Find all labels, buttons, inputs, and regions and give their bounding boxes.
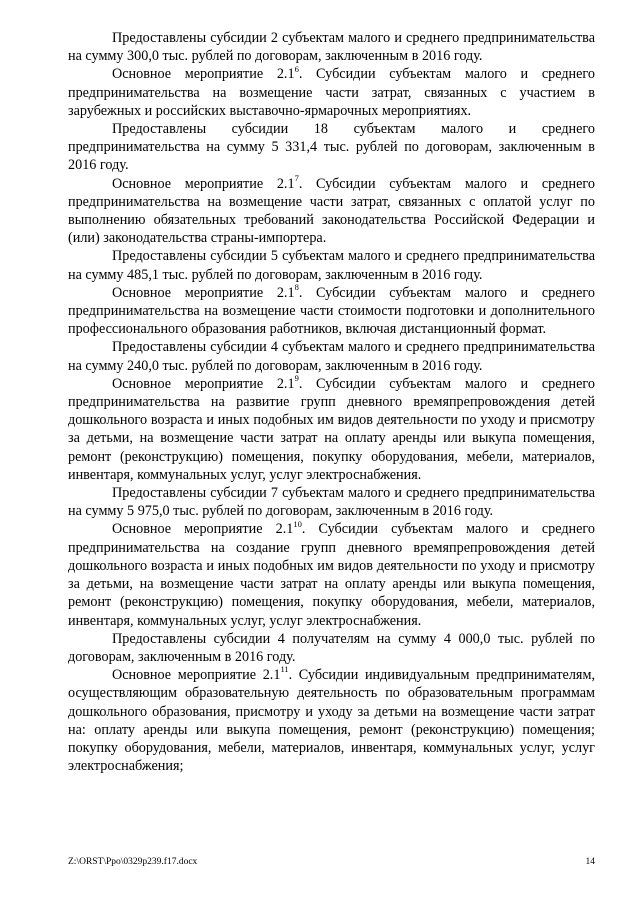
paragraph-subsidy-result-4-recipients: Предоставлены субсидии 4 получателям на сумму 4 000,0 тыс. рублей по договорам, заключенным в 2016 году.	[68, 630, 595, 665]
measure-heading: Основное мероприятие 2.1	[112, 375, 295, 392]
paragraph-measure-2-1-9	[68, 375, 595, 484]
measure-description: . Субсидии субъектам малого и среднего предпринимательства на создание групп дневного времяпрепровождения детей дошкольного возраста и иных подобных им видов деятельности по уходу и присмотру за детьми, на возмещение части затрат на оплату аренды или выкупа помещения, ремонт (реконструкцию) помещения, покупку оборудования, мебели, материалов, инвентаря, коммунальных услуг, услуг электроснабжения.	[68, 521, 595, 629]
measure-description: . Субсидии субъектам малого и среднего предпринимательства на возмещение части стоимости подготовки и дополнительного профессионального образования работников, включая дистанционный формат.	[68, 284, 595, 338]
paragraph-subsidy-result-2: Предоставлены субсидии 2 субъектам малого и среднего предпринимательства на сумму 300,0 тыс. рублей по договорам, заключенным в 2016 году.	[68, 30, 595, 65]
measure-description: . Субсидии субъектам малого и среднего предпринимательства на возмещение части затрат, связанных с участием в зарубежных и российских выставочно-ярмарочных мероприятиях.	[68, 66, 595, 119]
paragraph-measure-2-1-10	[68, 520, 595, 629]
page-footer	[68, 856, 595, 870]
page-number: 14	[585, 857, 595, 867]
paragraph-subsidy-result-5: Предоставлены субсидии 5 субъектам малого и среднего предпринимательства на сумму 485,1 тыс. рублей по договорам, заключенным в 2016 году.	[68, 248, 595, 283]
footnote-mark: 10	[293, 518, 302, 529]
footnote-mark: 9	[294, 373, 299, 384]
paragraph-subsidy-result-7: Предоставлены субсидии 7 субъектам малого и среднего предпринимательства на сумму 5 975,0 тыс. рублей по договорам, заключенным в 2016 году.	[68, 485, 595, 520]
measure-heading: Основное мероприятие 2.1	[112, 521, 294, 538]
measure-description: . Субсидии субъектам малого и среднего предпринимательства на возмещение части затрат, связанных с оплатой услуг по выполнению обязательных требований законодательства Российской Федерации и (или) законодательства страны-импортера.	[68, 175, 595, 247]
footer-file-path: Z:\ORST\Ppo\0329p239.f17.docx	[68, 857, 198, 867]
paragraph-subsidy-result-4: Предоставлены субсидии 4 субъектам малого и среднего предпринимательства на сумму 240,0 тыс. рублей по договорам, заключенным в 2016 году.	[68, 339, 595, 374]
footnote-mark: 8	[294, 282, 299, 293]
footnote-mark: 7	[294, 172, 299, 183]
paragraph-measure-2-1-7	[68, 172, 595, 248]
measure-heading: Основное мероприятие 2.1	[112, 667, 281, 684]
paragraph-subsidy-result-18: Предоставлены субсидии 18 субъектам малого и среднего предпринимательства на сумму 5 331,4 тыс. рублей по договорам, заключенным в 2016 году.	[68, 121, 595, 174]
footnote-mark: 11	[280, 664, 289, 675]
footnote-mark: 6	[294, 63, 299, 74]
paragraph-measure-2-1-11	[68, 666, 595, 775]
paragraph-measure-2-1-6	[68, 65, 595, 120]
paragraph-measure-2-1-8	[68, 284, 595, 339]
measure-description: . Субсидии индивидуальным предпринимателям, осуществляющим образовательную деятельность по образовательным программам дошкольного образования, присмотру и уходу за детьми на возмещение части затрат на: оплату аренды или выкупа помещения, ремонт (реконструкцию) помещения; покупку оборудования, мебели, материалов, инвентаря, коммунальных услуг, услуг электроснабжения;	[68, 667, 595, 775]
measure-description: . Субсидии субъектам малого и среднего предпринимательства на развитие групп дневного времяпрепровождения детей дошкольного возраста и иных подобных им видов деятельности по уходу и присмотру за детьми, на возмещение части затрат на оплату аренды или выкупа помещения, ремонт (реконструкцию) помещения, покупку оборудования, мебели, материалов, инвентаря, коммунальных услуг, услуг электроснабжения.	[68, 375, 595, 483]
measure-heading: Основное мероприятие 2.1	[112, 284, 295, 301]
measure-heading: Основное мероприятие 2.1	[112, 66, 295, 83]
document-body	[68, 29, 595, 775]
measure-heading: Основное мероприятие 2.1	[112, 175, 295, 192]
